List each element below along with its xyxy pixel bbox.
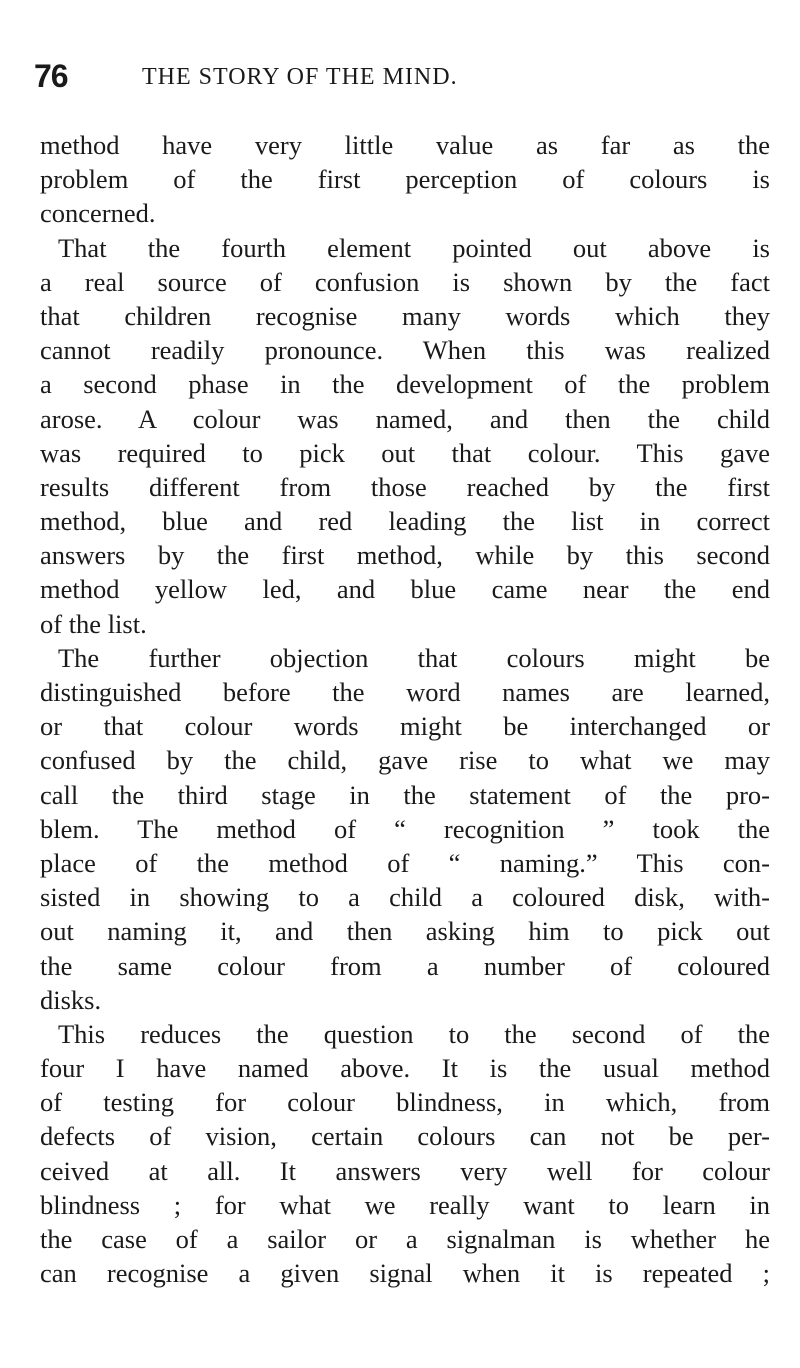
text-line: or that colour words might be interchanged or — [40, 711, 770, 742]
text-line: the same colour from a number of coloured — [40, 950, 770, 981]
running-title: THE STORY OF THE MIND. — [142, 64, 458, 90]
text-line: arose. A colour was named, and then the child — [40, 403, 770, 434]
text-line: That the fourth element pointed out above is — [58, 232, 770, 263]
text-line: problem of the first perception of colours is — [40, 164, 770, 195]
text-line: method have very little value as far as the — [40, 130, 770, 160]
text-line: answers by the first method, while by this second — [40, 540, 770, 571]
text-line: place of the method of “ naming.” This con- — [40, 847, 770, 878]
text-line: This reduces the question to the second of the — [58, 1018, 770, 1049]
text-line: blem. The method of “ recognition ” took the — [40, 813, 770, 844]
text-line: sisted in showing to a child a coloured disk, with- — [40, 882, 770, 913]
body-text — [40, 128, 770, 1290]
text-line: call the third stage in the statement of the pro- — [40, 779, 770, 810]
page-number: 76 — [34, 58, 68, 94]
text-line: confused by the child, gave rise to what we may — [40, 745, 770, 776]
text-line: The further objection that colours might be — [58, 642, 770, 673]
text-line: of testing for colour blindness, in which, from — [40, 1087, 770, 1118]
text-line: was required to pick out that colour. This gave — [40, 437, 770, 468]
text-line: method yellow led, and blue came near the end — [40, 574, 770, 605]
text-line: cannot readily pronounce. When this was realized — [40, 335, 770, 366]
text-line: a real source of confusion is shown by the fact — [40, 266, 770, 297]
text-line: four I have named above. It is the usual method — [40, 1053, 770, 1084]
text-line: method, blue and red leading the list in correct — [40, 506, 770, 537]
text-line: disks. — [40, 984, 102, 1015]
text-line: blindness ; for what we really want to learn in — [40, 1189, 770, 1220]
text-line: of the list. — [40, 608, 147, 639]
text-line: the case of a sailor or a signalman is whether he — [40, 1224, 770, 1254]
text-line: defects of vision, certain colours can not be per- — [40, 1121, 770, 1152]
text-line: can recognise a given signal when it is repeated ; — [40, 1258, 770, 1289]
running-head — [34, 58, 764, 98]
text-line: concerned. — [40, 198, 156, 229]
text-line: out naming it, and then asking him to pick out — [40, 916, 770, 947]
text-line: that children recognise many words which they — [40, 300, 770, 331]
text-line: a second phase in the development of the problem — [40, 369, 770, 400]
text-line: ceived at all. It answers very well for colour — [40, 1155, 770, 1186]
text-line: distinguished before the word names are learned, — [40, 677, 770, 707]
text-line: results different from those reached by the first — [40, 471, 770, 502]
